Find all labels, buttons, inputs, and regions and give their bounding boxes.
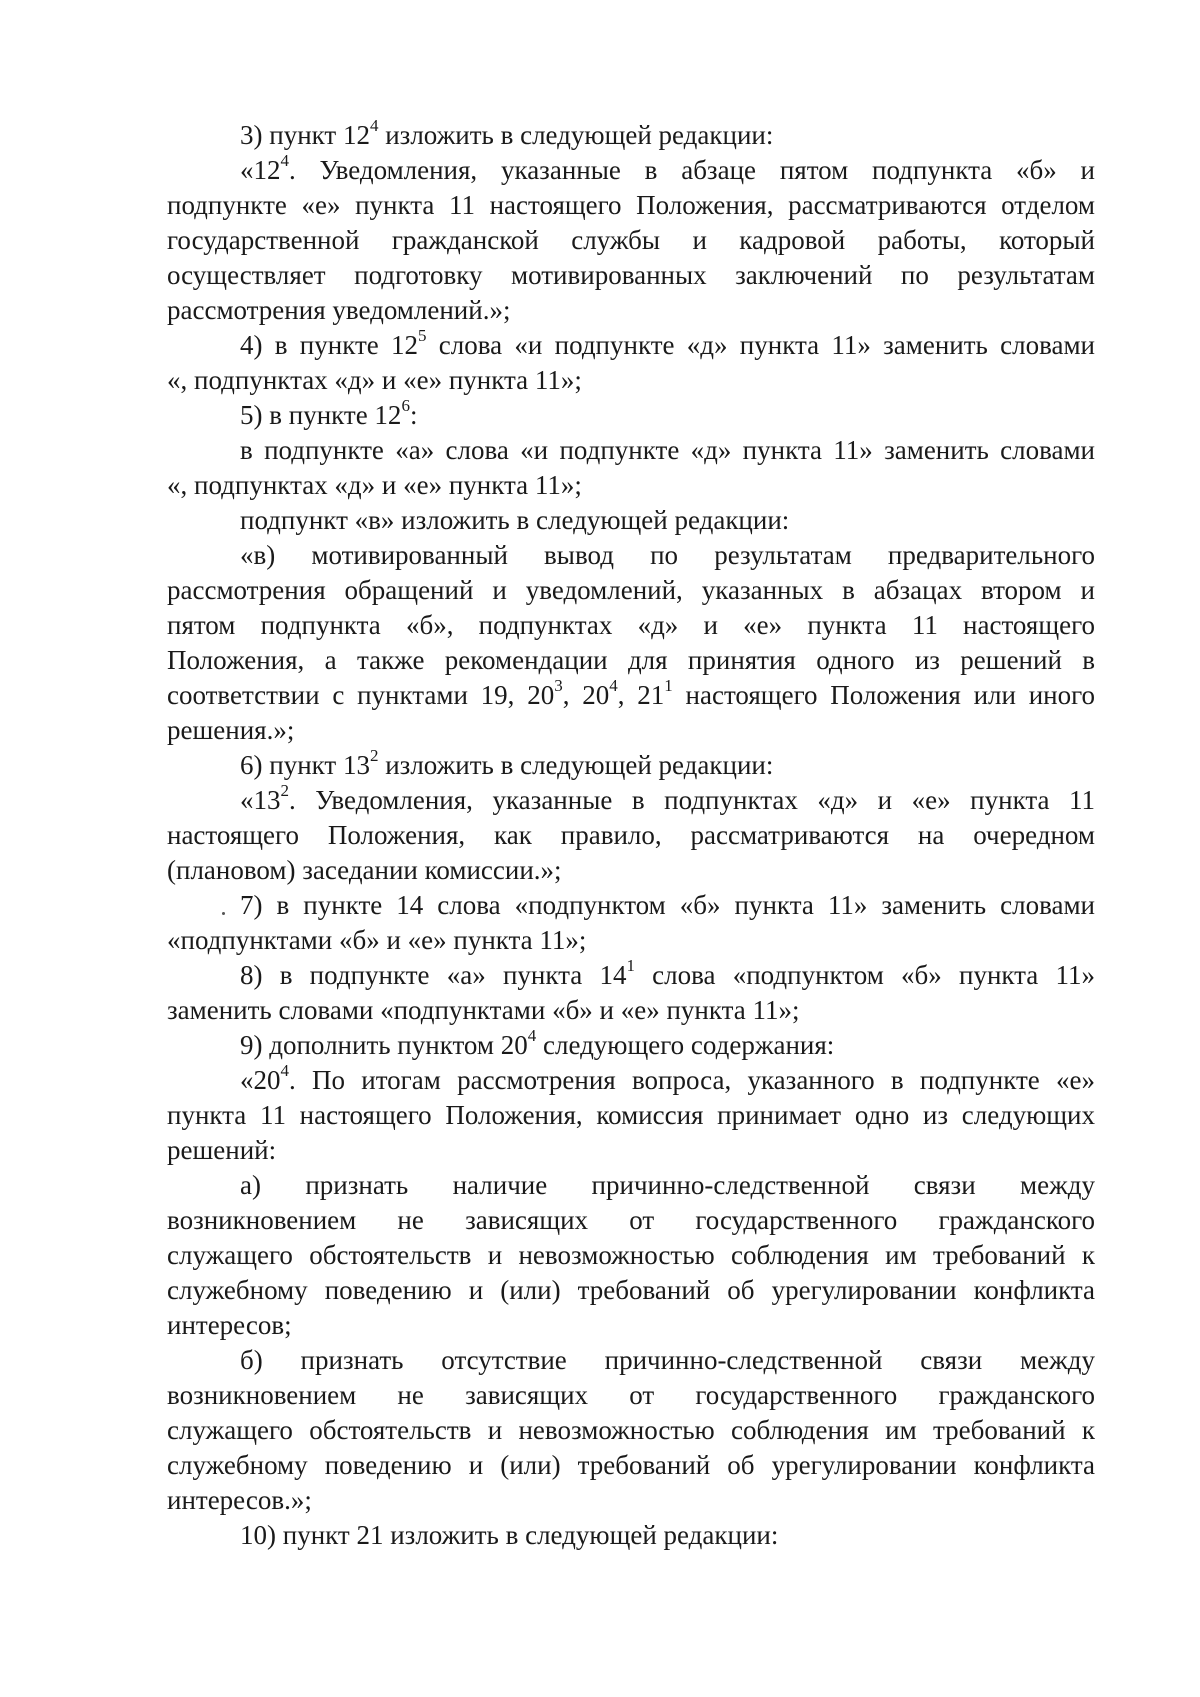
text-segment: соответствии с пунктами 19, 20 [167,680,555,710]
text-line [167,783,1095,818]
superscript: 1 [626,956,635,975]
text-segment: . По итогам рассмотрения вопроса, указанного в подпункте «е» [289,1065,1095,1095]
text-line [167,923,1095,958]
text-segment: 9) дополнить пунктом 20 [240,1030,528,1060]
text-segment: государственной гражданской службы и кадровой работы, который [167,225,1095,255]
text-line [167,363,1095,398]
text-line [167,1343,1095,1378]
text-line [167,503,1095,538]
scan-dot-mark [222,912,225,915]
text-segment: . Уведомления, указанные в подпунктах «д» и «е» пункта 11 [289,785,1095,815]
text-segment: «13 [240,785,281,815]
text-line [167,1168,1095,1203]
text-segment: 5) в пункте 12 [240,400,402,430]
superscript: 4 [609,676,618,695]
text-line [167,1448,1095,1483]
text-segment: настоящего Положения или иного [672,680,1096,710]
text-line [167,258,1095,293]
text-line [167,1413,1095,1448]
superscript: 6 [401,396,410,415]
text-line [167,853,1095,888]
text-line [167,398,1095,433]
text-segment: 6) пункт 13 [240,750,370,780]
text-segment: служебному поведению и (или) требований об урегулировании конфликта [167,1275,1095,1305]
text-line [167,118,1095,153]
text-segment: «, подпунктах «д» и «е» пункта 11»; [167,365,582,395]
text-segment: 3) пункт 12 [240,120,370,150]
text-segment: подпункт «в» изложить в следующей редакции: [240,505,790,535]
text-segment: интересов.»; [167,1485,312,1515]
text-segment: подпункте «е» пункта 11 настоящего Положения, рассматриваются отделом [167,190,1095,220]
text-segment: решения.»; [167,715,295,745]
text-segment: слова «и подпункте «д» пункта 11» заменить словами [426,330,1096,360]
text-segment: в подпункте «а» слова «и подпункте «д» пункта 11» заменить словами [240,435,1095,465]
text-line [167,1028,1095,1063]
text-segment: заменить словами «подпунктами «б» и «е» пункта 11»; [167,995,800,1025]
text-segment: «в) мотивированный вывод по результатам предварительного [240,540,1095,570]
text-line [167,538,1095,573]
text-segment: слова «подпунктом «б» пункта 11» [634,960,1095,990]
superscript: 3 [554,676,563,695]
text-segment: служащего обстоятельств и невозможностью соблюдения им требований к [167,1240,1095,1270]
text-line [167,678,1095,713]
text-line [167,1518,1095,1553]
superscript: 2 [369,746,379,765]
text-line [167,573,1095,608]
text-segment: возникновением не зависящих от государственного гражданского [167,1205,1095,1235]
text-line [167,608,1095,643]
text-segment: а) признать наличие причинно-следственной связи между [240,1170,1095,1200]
superscript: 2 [280,781,289,800]
text-segment: рассмотрения уведомлений.»; [167,295,511,325]
text-segment: пятом подпункта «б», подпунктах «д» и «е» пункта 11 настоящего [167,610,1095,640]
text-segment: . Уведомления, указанные в абзаце пятом подпункта «б» и [289,155,1095,185]
text-line [167,433,1095,468]
text-line [167,328,1095,363]
text-line [167,1273,1095,1308]
text-segment: 8) в подпункте «а» пункта 14 [240,960,627,990]
superscript: 5 [418,326,427,345]
text-segment: б) признать отсутствие причинно-следственной связи между [240,1345,1095,1375]
text-segment: изложить в следующей редакции: [378,750,774,780]
text-line [167,713,1095,748]
text-line [167,153,1095,188]
text-segment: , 21 [617,680,665,710]
text-segment: «, подпунктах «д» и «е» пункта 11»; [167,470,582,500]
text-segment: Положения, а также рекомендации для принятия одного из решений в [167,645,1095,675]
text-segment: осуществляет подготовку мотивированных заключений по результатам [167,260,1095,290]
text-segment: пункта 11 настоящего Положения, комиссия принимает одно из следующих [167,1100,1095,1130]
text-line [167,1133,1095,1168]
text-segment: «20 [240,1065,281,1095]
superscript: 1 [664,676,673,695]
text-line [167,1098,1095,1133]
text-segment: , 20 [562,680,610,710]
text-segment: рассмотрения обращений и уведомлений, указанных в абзацах втором и [167,575,1095,605]
text-line [167,1063,1095,1098]
document-body [167,118,1095,1553]
text-segment: следующего содержания: [536,1030,835,1060]
text-line [167,993,1095,1028]
superscript: 4 [280,151,289,170]
text-line [167,643,1095,678]
text-segment: служебному поведению и (или) требований об урегулировании конфликта [167,1450,1095,1480]
text-segment: 4) в пункте 12 [240,330,419,360]
text-line [167,748,1095,783]
text-segment: «подпунктами «б» и «е» пункта 11»; [167,925,587,955]
text-line [167,223,1095,258]
text-segment: : [409,400,418,430]
superscript: 4 [527,1026,537,1045]
text-segment: решений: [167,1135,277,1165]
text-line [167,1203,1095,1238]
text-line [167,1308,1095,1343]
text-line [167,888,1095,923]
text-line [167,188,1095,223]
text-line [167,1483,1095,1518]
superscript: 4 [280,1061,289,1080]
text-segment: интересов; [167,1310,292,1340]
text-segment: (плановом) заседании комиссии.»; [167,855,562,885]
text-segment: изложить в следующей редакции: [378,120,774,150]
text-segment: 10) пункт 21 изложить в следующей редакции: [240,1520,779,1550]
text-segment: 7) в пункте 14 слова «подпунктом «б» пункта 11» заменить словами [240,890,1095,920]
text-line [167,293,1095,328]
text-segment: настоящего Положения, как правило, рассматриваются на очередном [167,820,1095,850]
superscript: 4 [369,116,379,135]
text-line [167,1378,1095,1413]
text-line [167,1238,1095,1273]
text-segment: возникновением не зависящих от государственного гражданского [167,1380,1095,1410]
text-segment: «12 [240,155,281,185]
text-segment: служащего обстоятельств и невозможностью соблюдения им требований к [167,1415,1095,1445]
text-line [167,958,1095,993]
text-line [167,468,1095,503]
text-line [167,818,1095,853]
